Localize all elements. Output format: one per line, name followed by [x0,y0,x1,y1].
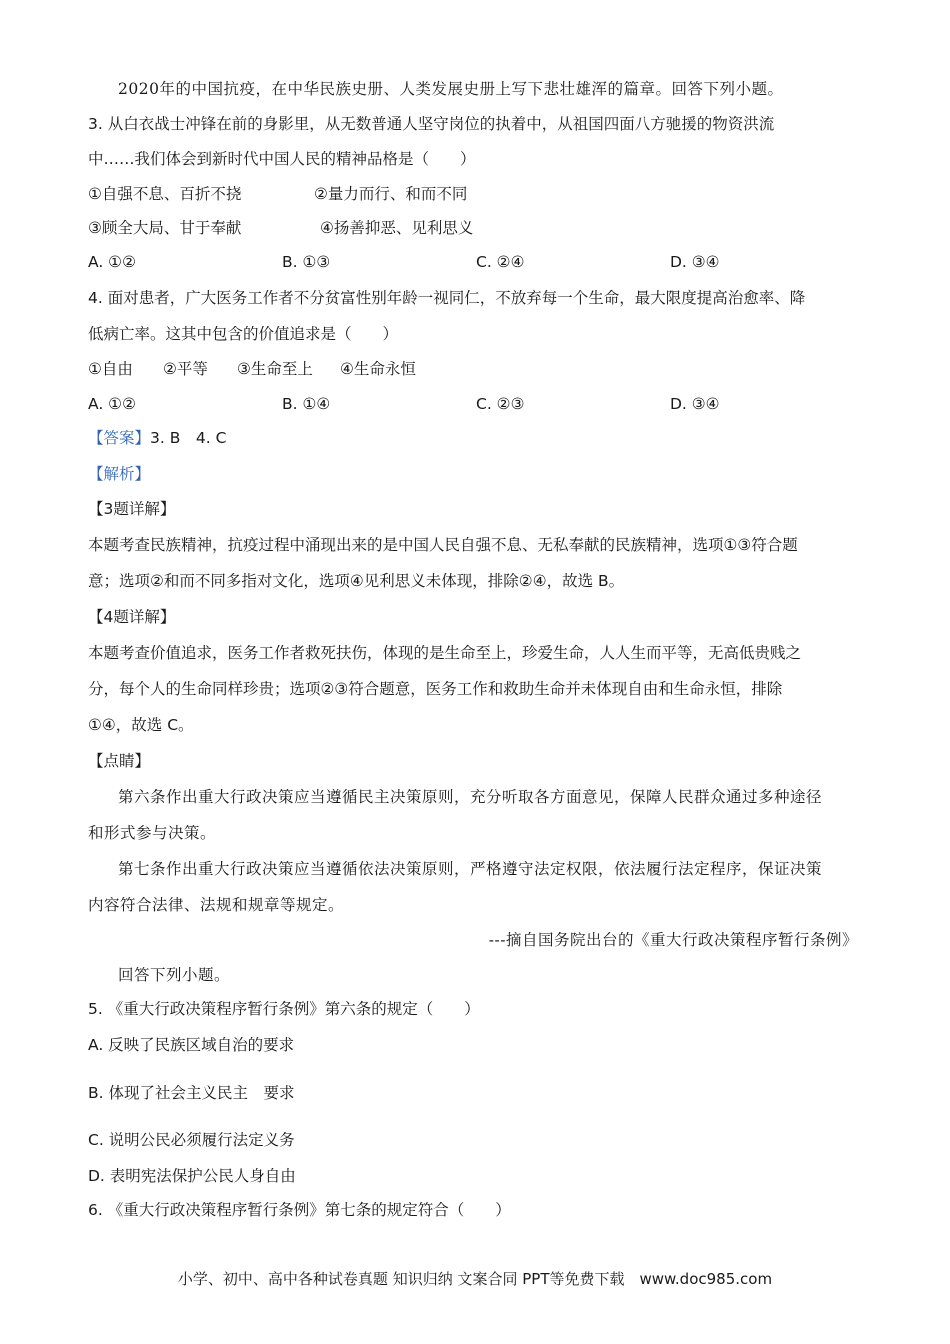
question-4-option-c: C. ②③ [476,395,525,413]
page-footer: 小学、初中、高中各种试卷真题 知识归纳 文案合同 PPT等免费下载 www.doc985.com [177,1270,773,1288]
question-6-stem: 6. 《重大行政决策程序暂行条例》第七条的规定符合（ ） [88,1201,511,1219]
answer-label: 【答案】 [88,429,151,447]
question-4-option-d: D. ③④ [670,395,720,413]
question-5-option-c: C. 说明公民必须履行法定义务 [88,1131,295,1149]
question-4-item-3: ③生命至上 [237,360,313,378]
detail-4-line1: 本题考查价值追求，医务工作者救死扶伤，体现的是生命至上，珍爱生命，人人生而平等，无高低贵贱之 [88,644,802,662]
detail-3-line2: 意；选项②和而不同多指对文化，选项④见利思义未体现，排除②④，故选 B。 [88,572,625,590]
question-3-item-1: ①自强不息、百折不挠 [88,185,242,203]
analysis-label: 【解析】 [88,465,151,483]
tip-title: 【点睛】 [88,752,151,770]
material-p1-line2: 和形式参与决策。 [88,824,217,842]
material-p1-line1: 第六条作出重大行政决策应当遵循民主决策原则，充分听取各方面意见，保障人民群众通过多种途径 [118,788,823,806]
answer-text: 3. B 4. C [150,429,227,447]
question-3-item-2: ②量力而行、和而不同 [314,185,468,203]
question-5-stem: 5. 《重大行政决策程序暂行条例》第六条的规定（ ） [88,1000,480,1018]
question-5-option-b: B. 体现了社会主义民主 要求 [88,1084,295,1102]
question-3-option-a: A. ①② [88,253,136,271]
question-4-option-a: A. ①② [88,395,136,413]
question-4-item-2: ②平等 [163,360,208,378]
question-5-option-a: A. 反映了民族区域自治的要求 [88,1036,295,1054]
question-3-option-c: C. ②④ [476,253,525,271]
detail-3-line1: 本题考查民族精神，抗疫过程中涌现出来的是中国人民自强不息、无私奉献的民族精神，选项①③符合题 [88,536,798,554]
material-prompt: 回答下列小题。 [118,966,231,984]
question-3-option-d: D. ③④ [670,253,720,271]
question-5-option-d: D. 表明宪法保护公民人身自由 [88,1167,296,1185]
question-3-option-b: B. ①③ [282,253,331,271]
detail-4-line3: ①④，故选 C。 [88,716,194,734]
question-4-item-1: ①自由 [88,360,133,378]
material-p2-line2: 内容符合法律、法规和规章等规定。 [88,896,345,914]
question-3-item-3: ③顾全大局、甘于奉献 [88,219,242,237]
detail-4-line2: 分，每个人的生命同样珍贵；选项②③符合题意，医务工作和救助生命并未体现自由和生命永恒，排除 [88,680,783,698]
intro-text: 2020年的中国抗疫，在中华民族史册、人类发展史册上写下悲壮雄浑的篇章。回答下列小题。 [118,80,784,98]
question-3-stem-line2: 中……我们体会到新时代中国人民的精神品格是（ ） [88,150,476,168]
material-p2-line1: 第七条作出重大行政决策应当遵循依法决策原则，严格遵守法定权限，依法履行法定程序，保证决策 [118,860,823,878]
question-4-stem-line1: 4. 面对患者，广大医务工作者不分贫富性别年龄一视同仁，不放弃每一个生命，最大限度提高治愈率、降 [88,289,806,307]
detail-4-title: 【4题详解】 [88,608,176,626]
question-3-stem-line1: 3. 从白衣战士冲锋在前的身影里，从无数普通人坚守岗位的执着中，从祖国四面八方驰援的物资洪流 [88,115,775,133]
question-4-item-4: ④生命永恒 [340,360,416,378]
question-3-item-4: ④扬善抑恶、见利思义 [320,219,474,237]
question-4-option-b: B. ①④ [282,395,331,413]
question-4-stem-line2: 低病亡率。这其中包含的价值追求是（ ） [88,325,399,343]
material-source: ---摘自国务院出台的《重大行政决策程序暂行条例》 [488,931,858,949]
answer-line [88,427,226,449]
detail-3-title: 【3题详解】 [88,500,176,518]
